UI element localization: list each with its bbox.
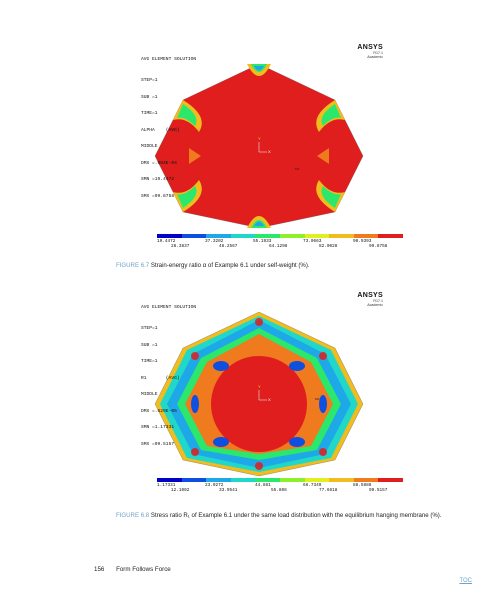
legend-value: 66.7349 bbox=[303, 483, 322, 488]
solution-heading: AVG ELEMENT SOLUTION bbox=[141, 305, 197, 310]
y-axis-label: Y bbox=[258, 136, 261, 141]
legend-value: 55.808 bbox=[271, 488, 287, 493]
legend-value: 99.8758 bbox=[369, 244, 388, 249]
x-axis-label: X bbox=[268, 397, 271, 402]
info-line: DMX =.904E-04 bbox=[141, 160, 177, 166]
ansys-brand: ANSYS bbox=[357, 44, 383, 51]
legend-labels-bottom bbox=[157, 244, 403, 250]
info-line: SMN =1.17331 bbox=[141, 425, 175, 430]
solution-info bbox=[141, 315, 180, 458]
figure-label: FIGURE 6.8 bbox=[116, 512, 150, 519]
solution-heading: AVG ELEMENT SOLUTION bbox=[141, 57, 197, 62]
legend-swatch bbox=[354, 478, 379, 482]
legend-value: 23.0272 bbox=[205, 483, 224, 488]
x-axis-label: X bbox=[268, 149, 271, 154]
legend-swatch bbox=[255, 478, 280, 482]
solution-info bbox=[141, 67, 180, 210]
legend-value: 99.5157 bbox=[369, 488, 388, 493]
legend-swatch bbox=[157, 478, 182, 482]
info-line: SMX =99.5157 bbox=[141, 441, 175, 447]
legend-swatch bbox=[280, 478, 305, 482]
info-line: SMX =99.8758 bbox=[141, 193, 175, 199]
legend-swatch bbox=[255, 234, 280, 238]
legend-swatch bbox=[329, 478, 354, 482]
legend-swatch bbox=[354, 234, 379, 238]
info-line: SUB =1 bbox=[141, 94, 158, 100]
info-line: MIDDLE bbox=[141, 392, 158, 397]
color-legend bbox=[157, 234, 403, 238]
legend-swatch bbox=[206, 478, 231, 482]
legend-swatch bbox=[280, 234, 305, 238]
legend-value: 88.5888 bbox=[353, 483, 372, 488]
legend-swatch bbox=[378, 478, 403, 482]
ansys-edition: Academic bbox=[367, 303, 383, 308]
legend-swatch bbox=[182, 478, 207, 482]
figure-caption-1 bbox=[116, 262, 476, 270]
info-line: SUB =1 bbox=[141, 342, 158, 348]
info-line: STEP=1 bbox=[141, 326, 158, 331]
legend-swatch bbox=[305, 234, 330, 238]
figure-label: FIGURE 6.7 bbox=[116, 262, 150, 269]
book-title: Form Follows Force bbox=[116, 566, 171, 573]
ansys-brand: ANSYS bbox=[357, 292, 383, 299]
legend-swatch bbox=[329, 234, 354, 238]
legend-value: 19.4472 bbox=[157, 239, 176, 244]
legend-value: 28.3837 bbox=[171, 244, 190, 249]
figure-strain-energy bbox=[135, 44, 388, 258]
legend-swatch bbox=[182, 234, 207, 238]
info-line: TIME=1 bbox=[141, 111, 158, 116]
page-footer bbox=[94, 566, 171, 573]
y-axis-label: Y bbox=[258, 384, 261, 389]
info-line: MIDDLE bbox=[141, 144, 158, 149]
legend-value: 90.9393 bbox=[353, 239, 372, 244]
legend-swatch bbox=[231, 234, 256, 238]
legend-swatch bbox=[378, 234, 403, 238]
legend-labels-bottom bbox=[157, 488, 403, 494]
legend-value: 64.1298 bbox=[269, 244, 288, 249]
ansys-logo bbox=[357, 44, 383, 60]
legend-value: 77.6618 bbox=[319, 488, 338, 493]
legend-value: 37.3202 bbox=[205, 239, 224, 244]
legend-swatch bbox=[231, 478, 256, 482]
info-line: TIME=1 bbox=[141, 359, 158, 364]
max-marker: MX bbox=[295, 167, 300, 171]
legend-swatch bbox=[206, 234, 231, 238]
legend-swatch bbox=[157, 234, 182, 238]
caption-text: Strain-energy ratio α of Example 6.1 under self-weight (%). bbox=[150, 262, 310, 269]
ansys-edition: Academic bbox=[367, 55, 383, 60]
caption-text: Stress ratio R₁ of Example 6.1 under the same load distribution with the equilibrium hanging membrane (%). bbox=[150, 512, 442, 519]
legend-value: 1.17331 bbox=[157, 483, 176, 488]
max-marker: MX bbox=[315, 397, 320, 401]
page-number: 156 bbox=[94, 566, 105, 573]
info-line: R1 (AVG) bbox=[141, 375, 180, 381]
legend-value: 44.881 bbox=[255, 483, 271, 488]
info-line: DMX =.629E-05 bbox=[141, 408, 177, 414]
legend-value: 46.2567 bbox=[219, 244, 238, 249]
legend-value: 82.0028 bbox=[319, 244, 338, 249]
info-line: SMN =19.4472 bbox=[141, 177, 175, 182]
center-region bbox=[211, 356, 307, 452]
legend-value: 12.1002 bbox=[171, 488, 190, 493]
figure-stress-ratio bbox=[135, 292, 388, 508]
legend-value: 73.0663 bbox=[303, 239, 322, 244]
ansys-version: R17.1 bbox=[373, 299, 383, 303]
legend-value: 33.9541 bbox=[219, 488, 238, 493]
legend-swatch bbox=[305, 478, 330, 482]
info-line: ALPHA (AVG) bbox=[141, 127, 180, 133]
ansys-version: R17.1 bbox=[373, 51, 383, 55]
legend-value: 55.1933 bbox=[253, 239, 272, 244]
color-legend bbox=[157, 478, 403, 482]
toc-link[interactable]: TOC bbox=[459, 578, 472, 584]
figure-caption-2 bbox=[116, 512, 476, 520]
info-line: STEP=1 bbox=[141, 78, 158, 83]
ansys-logo bbox=[357, 292, 383, 308]
